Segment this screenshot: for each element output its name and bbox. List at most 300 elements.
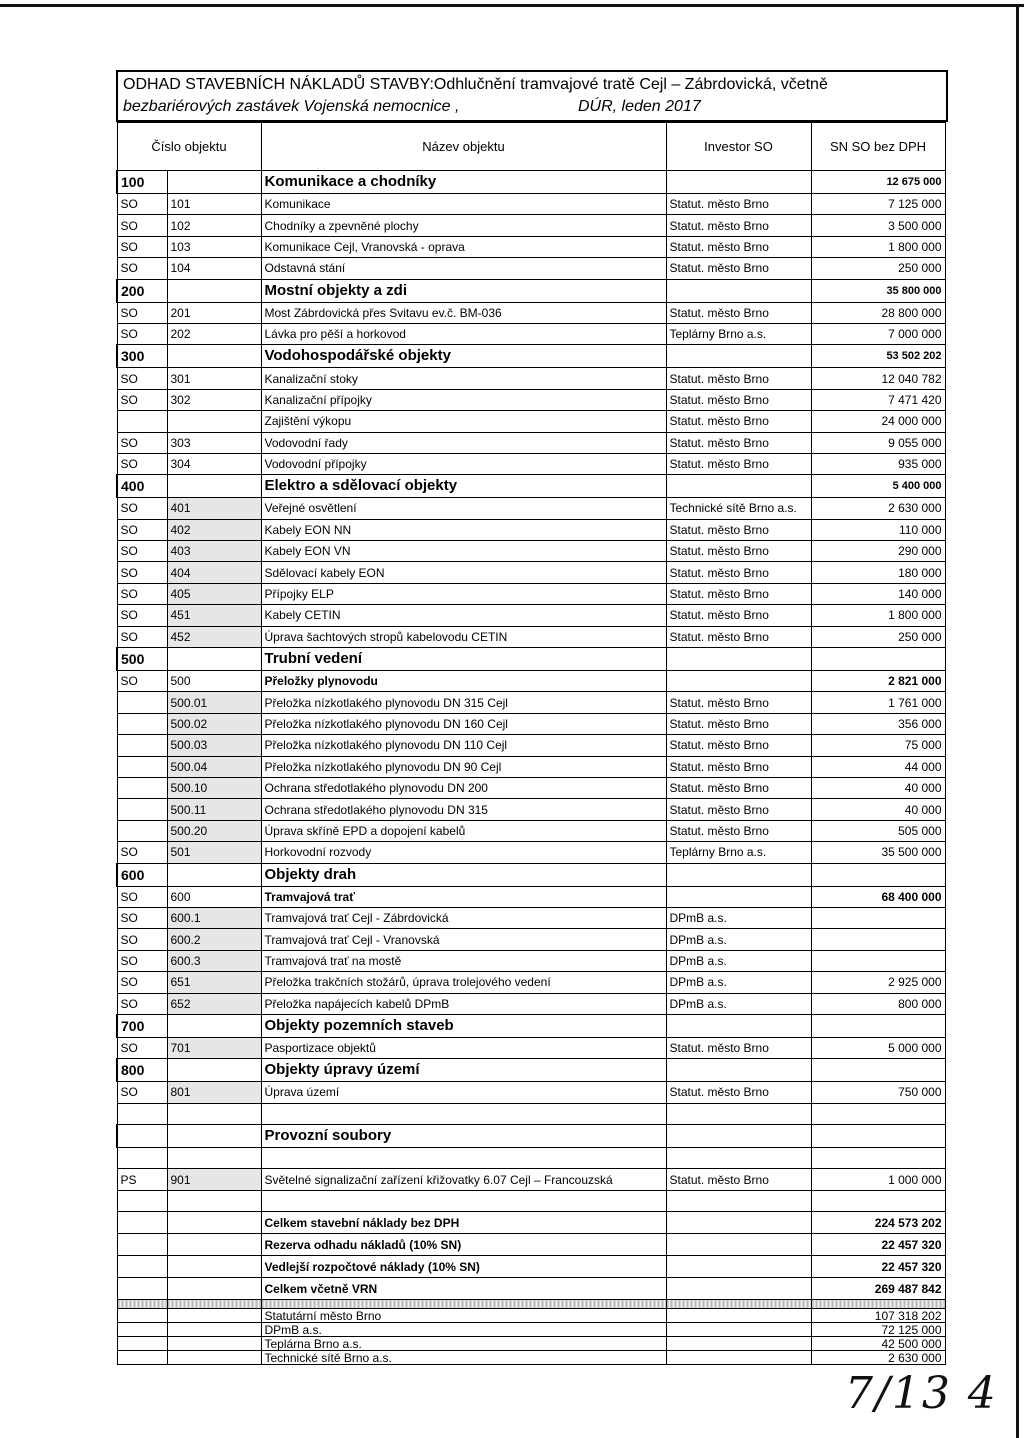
- object-number: 500: [167, 671, 261, 692]
- object-prefix: SO: [117, 605, 167, 626]
- object-investor: Statut. město Brno: [666, 215, 811, 236]
- object-investor: Statut. město Brno: [666, 368, 811, 389]
- object-number: 500.10: [167, 777, 261, 798]
- object-number: [167, 648, 261, 671]
- object-prefix: [117, 1190, 167, 1211]
- investor-blank: [666, 1323, 811, 1337]
- right-border-line: [1016, 4, 1019, 1438]
- object-investor: Teplárny Brno a.s.: [666, 842, 811, 863]
- object-number: 452: [167, 626, 261, 647]
- object-prefix: [117, 1148, 167, 1169]
- object-value: 53 502 202: [811, 345, 945, 368]
- table-row: [117, 475, 945, 498]
- table-row: [117, 194, 945, 215]
- object-number: [167, 171, 261, 194]
- table-row: [117, 950, 945, 971]
- table-row: [117, 972, 945, 993]
- object-value: 35 500 000: [811, 842, 945, 863]
- cost-table: [116, 122, 946, 1365]
- object-investor: Statut. město Brno: [666, 713, 811, 734]
- object-value: 250 000: [811, 626, 945, 647]
- object-prefix: 100: [117, 171, 167, 194]
- object-value: 2 630 000: [811, 498, 945, 519]
- object-name: Kabely CETIN: [261, 605, 666, 626]
- object-name: Chodníky a zpevněné plochy: [261, 215, 666, 236]
- table-row: [117, 799, 945, 820]
- object-prefix: [117, 692, 167, 713]
- table-row: [117, 541, 945, 562]
- object-investor: [666, 1190, 811, 1211]
- investor-blank: [167, 1309, 261, 1323]
- object-investor: [666, 475, 811, 498]
- table-row: [117, 1125, 945, 1148]
- object-value: 1 761 000: [811, 692, 945, 713]
- object-prefix: SO: [117, 907, 167, 928]
- object-number: [167, 1148, 261, 1169]
- object-investor: DPmB a.s.: [666, 907, 811, 928]
- object-prefix: SO: [117, 432, 167, 453]
- table-row: [117, 713, 945, 734]
- object-investor: Statut. město Brno: [666, 258, 811, 279]
- object-number: 104: [167, 258, 261, 279]
- object-number: 402: [167, 519, 261, 540]
- summary-blank: [117, 1278, 167, 1300]
- object-name: Objekty pozemních staveb: [261, 1014, 666, 1037]
- summary-blank: [117, 1212, 167, 1234]
- table-row: [117, 756, 945, 777]
- object-value: 180 000: [811, 562, 945, 583]
- object-prefix: [117, 713, 167, 734]
- object-investor: Statut. město Brno: [666, 626, 811, 647]
- object-investor: DPmB a.s.: [666, 950, 811, 971]
- object-prefix: SO: [117, 583, 167, 604]
- table-row: [117, 863, 945, 886]
- object-value: [811, 907, 945, 928]
- object-investor: Teplárny Brno a.s.: [666, 323, 811, 344]
- object-number: 600.3: [167, 950, 261, 971]
- object-value: 28 800 000: [811, 302, 945, 323]
- object-name: Ochrana středotlakého plynovodu DN 315: [261, 799, 666, 820]
- object-investor: Statut. město Brno: [666, 302, 811, 323]
- object-name: Lávka pro pěší a horkovod: [261, 323, 666, 344]
- object-number: 651: [167, 972, 261, 993]
- table-row: [117, 498, 945, 519]
- object-investor: Statut. město Brno: [666, 236, 811, 257]
- object-investor: [666, 1014, 811, 1037]
- object-number: 600: [167, 886, 261, 907]
- object-number: 652: [167, 993, 261, 1014]
- table-row: [117, 907, 945, 928]
- object-prefix: SO: [117, 453, 167, 474]
- hatch-cell: [167, 1300, 261, 1309]
- header-sn: SN SO bez DPH: [811, 123, 945, 171]
- object-value: [811, 1190, 945, 1211]
- table-row: [117, 1037, 945, 1058]
- table-row: [117, 735, 945, 756]
- table-row: [117, 671, 945, 692]
- object-prefix: SO: [117, 842, 167, 863]
- object-name: Objekty úpravy území: [261, 1059, 666, 1082]
- table-row: [117, 236, 945, 257]
- summary-blank: [666, 1212, 811, 1234]
- object-prefix: SO: [117, 626, 167, 647]
- object-investor: Statut. město Brno: [666, 453, 811, 474]
- object-value: 356 000: [811, 713, 945, 734]
- object-name: Tramvajová trať na mostě: [261, 950, 666, 971]
- table-body: [117, 171, 945, 1365]
- object-number: [167, 279, 261, 302]
- object-prefix: SO: [117, 215, 167, 236]
- table-row: [117, 1082, 945, 1103]
- object-number: [167, 1014, 261, 1037]
- table-row: [117, 562, 945, 583]
- object-name: Úprava skříně EPD a dopojení kabelů: [261, 820, 666, 841]
- object-value: 935 000: [811, 453, 945, 474]
- object-value: 35 800 000: [811, 279, 945, 302]
- object-investor: [666, 648, 811, 671]
- object-value: 44 000: [811, 756, 945, 777]
- object-prefix: SO: [117, 929, 167, 950]
- object-value: 24 000 000: [811, 411, 945, 432]
- object-number: 500.11: [167, 799, 261, 820]
- object-investor: [666, 863, 811, 886]
- header-cislo: Číslo objektu: [117, 123, 261, 171]
- object-number: 403: [167, 541, 261, 562]
- object-investor: [666, 279, 811, 302]
- object-name: Horkovodní rozvody: [261, 842, 666, 863]
- table-row: [117, 1059, 945, 1082]
- table-row: [117, 411, 945, 432]
- title-date: DÚR, leden 2017: [578, 98, 701, 115]
- table-row: [117, 583, 945, 604]
- object-name: Kanalizační přípojky: [261, 389, 666, 410]
- investor-value: 2 630 000: [811, 1351, 945, 1365]
- object-number: 500.02: [167, 713, 261, 734]
- table-row: [117, 820, 945, 841]
- object-value: 290 000: [811, 541, 945, 562]
- object-investor: Statut. město Brno: [666, 1169, 811, 1190]
- object-investor: [666, 886, 811, 907]
- object-investor: DPmB a.s.: [666, 929, 811, 950]
- object-name: Přeložka nízkotlakého plynovodu DN 110 Cejl: [261, 735, 666, 756]
- object-prefix: 400: [117, 475, 167, 498]
- object-value: 75 000: [811, 735, 945, 756]
- object-number: 500.20: [167, 820, 261, 841]
- summary-label: Rezerva odhadu nákladů (10% SN): [261, 1234, 666, 1256]
- object-investor: [666, 171, 811, 194]
- object-name: Přeložka nízkotlakého plynovodu DN 160 Cejl: [261, 713, 666, 734]
- table-row: [117, 1014, 945, 1037]
- object-investor: [666, 1125, 811, 1148]
- summary-label: Celkem stavební náklady bez DPH: [261, 1212, 666, 1234]
- table-row: [117, 302, 945, 323]
- hatch-cell: [261, 1300, 666, 1309]
- object-prefix: 700: [117, 1014, 167, 1037]
- object-prefix: SO: [117, 1082, 167, 1103]
- object-investor: Statut. město Brno: [666, 562, 811, 583]
- top-border-line: [0, 4, 1024, 7]
- object-prefix: [117, 777, 167, 798]
- table-row: [117, 929, 945, 950]
- investor-blank: [167, 1323, 261, 1337]
- object-investor: Statut. město Brno: [666, 735, 811, 756]
- object-value: [811, 929, 945, 950]
- object-investor: Technické sítě Brno a.s.: [666, 498, 811, 519]
- object-name: Mostní objekty a zdi: [261, 279, 666, 302]
- object-name: [261, 1103, 666, 1124]
- summary-row: [117, 1256, 945, 1278]
- title-line-2: bezbariérových zastávek Vojenská nemocnice , DÚR, leden 2017: [123, 96, 941, 118]
- object-number: 304: [167, 453, 261, 474]
- object-value: [811, 950, 945, 971]
- object-name: Přeložka nízkotlakého plynovodu DN 90 Cejl: [261, 756, 666, 777]
- object-investor: Statut. město Brno: [666, 194, 811, 215]
- summary-label: Vedlejší rozpočtové náklady (10% SN): [261, 1256, 666, 1278]
- table-row: [117, 777, 945, 798]
- object-value: 250 000: [811, 258, 945, 279]
- table-row: [117, 692, 945, 713]
- object-value: 7 125 000: [811, 194, 945, 215]
- object-prefix: SO: [117, 541, 167, 562]
- investor-total-row: [117, 1323, 945, 1337]
- investor-blank: [117, 1351, 167, 1365]
- object-name: Vodovodní řady: [261, 432, 666, 453]
- object-number: 500.04: [167, 756, 261, 777]
- investor-blank: [666, 1351, 811, 1365]
- table-row: [117, 345, 945, 368]
- hatched-separator: [117, 1300, 945, 1309]
- summary-blank: [167, 1212, 261, 1234]
- summary-blank: [666, 1234, 811, 1256]
- investor-label: Teplárna Brno a.s.: [261, 1337, 666, 1351]
- object-number: 501: [167, 842, 261, 863]
- table-row: [117, 171, 945, 194]
- object-number: 451: [167, 605, 261, 626]
- object-investor: Statut. město Brno: [666, 519, 811, 540]
- object-number: 404: [167, 562, 261, 583]
- object-value: 3 500 000: [811, 215, 945, 236]
- object-number: [167, 411, 261, 432]
- object-investor: Statut. město Brno: [666, 389, 811, 410]
- hatch-cell: [666, 1300, 811, 1309]
- table-row: [117, 886, 945, 907]
- object-value: [811, 863, 945, 886]
- object-number: 103: [167, 236, 261, 257]
- investor-blank: [117, 1323, 167, 1337]
- object-name: Pasportizace objektů: [261, 1037, 666, 1058]
- object-prefix: SO: [117, 258, 167, 279]
- object-prefix: [117, 820, 167, 841]
- object-investor: Statut. město Brno: [666, 541, 811, 562]
- object-investor: Statut. město Brno: [666, 756, 811, 777]
- object-value: [811, 1125, 945, 1148]
- table-row: [117, 453, 945, 474]
- object-name: Trubní vedení: [261, 648, 666, 671]
- object-value: 2 925 000: [811, 972, 945, 993]
- table-row: [117, 279, 945, 302]
- table-row: [117, 605, 945, 626]
- table-row: [117, 1148, 945, 1169]
- object-number: 801: [167, 1082, 261, 1103]
- summary-row: [117, 1278, 945, 1300]
- header-investor: Investor SO: [666, 123, 811, 171]
- summary-blank: [666, 1256, 811, 1278]
- object-name: Kanalizační stoky: [261, 368, 666, 389]
- object-investor: Statut. město Brno: [666, 411, 811, 432]
- object-name: Tramvajová trať Cejl - Vranovská: [261, 929, 666, 950]
- summary-label: Celkem včetně VRN: [261, 1278, 666, 1300]
- object-name: Světelné signalizační zařízení křižovatky 6.07 Cejl – Francouzská: [261, 1169, 666, 1190]
- document-title: [116, 70, 948, 122]
- object-value: 2 821 000: [811, 671, 945, 692]
- object-investor: DPmB a.s.: [666, 972, 811, 993]
- object-investor: Statut. město Brno: [666, 605, 811, 626]
- table-row: [117, 842, 945, 863]
- object-name: Přeložky plynovodu: [261, 671, 666, 692]
- summary-row: [117, 1234, 945, 1256]
- object-number: [167, 345, 261, 368]
- object-prefix: [117, 756, 167, 777]
- object-prefix: [117, 411, 167, 432]
- object-prefix: 300: [117, 345, 167, 368]
- object-value: 5 000 000: [811, 1037, 945, 1058]
- object-number: 600.1: [167, 907, 261, 928]
- investor-total-row: [117, 1309, 945, 1323]
- object-prefix: SO: [117, 194, 167, 215]
- object-investor: DPmB a.s.: [666, 993, 811, 1014]
- object-number: 600.2: [167, 929, 261, 950]
- object-number: [167, 863, 261, 886]
- object-value: [811, 648, 945, 671]
- summary-blank: [167, 1256, 261, 1278]
- object-prefix: [117, 1103, 167, 1124]
- object-number: [167, 1103, 261, 1124]
- table-row: [117, 648, 945, 671]
- investor-value: 107 318 202: [811, 1309, 945, 1323]
- title-line-1: ODHAD STAVEBNÍCH NÁKLADŮ STAVBY:Odhlučnění tramvajové tratě Cejl – Zábrdovická, včetně: [123, 76, 828, 93]
- table-row: [117, 258, 945, 279]
- object-value: 1 000 000: [811, 1169, 945, 1190]
- investor-blank: [167, 1337, 261, 1351]
- object-value: [811, 1059, 945, 1082]
- object-investor: Statut. město Brno: [666, 820, 811, 841]
- object-prefix: SO: [117, 1037, 167, 1058]
- object-number: 301: [167, 368, 261, 389]
- object-investor: Statut. město Brno: [666, 799, 811, 820]
- object-investor: [666, 671, 811, 692]
- object-prefix: SO: [117, 671, 167, 692]
- object-name: Komunikace a chodníky: [261, 171, 666, 194]
- object-number: 201: [167, 302, 261, 323]
- object-name: Komunikace Cejl, Vranovská - oprava: [261, 236, 666, 257]
- object-name: Provozní soubory: [261, 1125, 666, 1148]
- summary-value: 22 457 320: [811, 1256, 945, 1278]
- investor-total-row: [117, 1337, 945, 1351]
- object-investor: [666, 1059, 811, 1082]
- object-name: [261, 1148, 666, 1169]
- object-value: 1 800 000: [811, 236, 945, 257]
- object-investor: Statut. město Brno: [666, 777, 811, 798]
- object-number: [167, 1059, 261, 1082]
- object-investor: Statut. město Brno: [666, 1082, 811, 1103]
- object-value: 140 000: [811, 583, 945, 604]
- object-number: 401: [167, 498, 261, 519]
- object-number: 901: [167, 1169, 261, 1190]
- header-nazev: Název objektu: [261, 123, 666, 171]
- object-prefix: SO: [117, 562, 167, 583]
- object-name: Komunikace: [261, 194, 666, 215]
- investor-blank: [167, 1351, 261, 1365]
- investor-blank: [117, 1337, 167, 1351]
- table-row: [117, 993, 945, 1014]
- object-prefix: SO: [117, 302, 167, 323]
- object-number: 500.01: [167, 692, 261, 713]
- summary-blank: [167, 1278, 261, 1300]
- object-prefix: [117, 1125, 167, 1148]
- object-name: Vodohospodářské objekty: [261, 345, 666, 368]
- object-name: Objekty drah: [261, 863, 666, 886]
- object-value: 7 471 420: [811, 389, 945, 410]
- object-prefix: SO: [117, 972, 167, 993]
- object-investor: Statut. město Brno: [666, 583, 811, 604]
- object-investor: Statut. město Brno: [666, 692, 811, 713]
- object-prefix: SO: [117, 389, 167, 410]
- object-prefix: SO: [117, 498, 167, 519]
- object-name: Veřejné osvětlení: [261, 498, 666, 519]
- object-value: 1 800 000: [811, 605, 945, 626]
- object-name: Kabely EON NN: [261, 519, 666, 540]
- summary-value: 269 487 842: [811, 1278, 945, 1300]
- object-name: Úprava šachtových stropů kabelovodu CETIN: [261, 626, 666, 647]
- summary-blank: [666, 1278, 811, 1300]
- object-investor: Statut. město Brno: [666, 1037, 811, 1058]
- table-row: [117, 215, 945, 236]
- object-prefix: SO: [117, 886, 167, 907]
- object-name: Ochrana středotlakého plynovodu DN 200: [261, 777, 666, 798]
- object-value: 12 675 000: [811, 171, 945, 194]
- object-name: Elektro a sdělovací objekty: [261, 475, 666, 498]
- object-number: 302: [167, 389, 261, 410]
- investor-blank: [117, 1309, 167, 1323]
- summary-blank: [167, 1234, 261, 1256]
- object-investor: [666, 1148, 811, 1169]
- object-number: 102: [167, 215, 261, 236]
- investor-value: 72 125 000: [811, 1323, 945, 1337]
- object-number: 500.03: [167, 735, 261, 756]
- object-number: 303: [167, 432, 261, 453]
- object-value: 12 040 782: [811, 368, 945, 389]
- hatch-cell: [117, 1300, 167, 1309]
- object-prefix: SO: [117, 950, 167, 971]
- table-row: [117, 368, 945, 389]
- object-number: 202: [167, 323, 261, 344]
- object-number: [167, 1190, 261, 1211]
- object-number: 405: [167, 583, 261, 604]
- object-value: [811, 1014, 945, 1037]
- object-name: Zajištění výkopu: [261, 411, 666, 432]
- object-number: [167, 475, 261, 498]
- investor-label: Statutární město Brno: [261, 1309, 666, 1323]
- investor-label: Technické sítě Brno a.s.: [261, 1351, 666, 1365]
- object-value: 800 000: [811, 993, 945, 1014]
- object-prefix: SO: [117, 236, 167, 257]
- object-name: Odstavná stání: [261, 258, 666, 279]
- object-prefix: 600: [117, 863, 167, 886]
- handwritten-page-number: 7/13 4: [845, 1368, 998, 1419]
- object-prefix: [117, 799, 167, 820]
- summary-value: 22 457 320: [811, 1234, 945, 1256]
- object-investor: Statut. město Brno: [666, 432, 811, 453]
